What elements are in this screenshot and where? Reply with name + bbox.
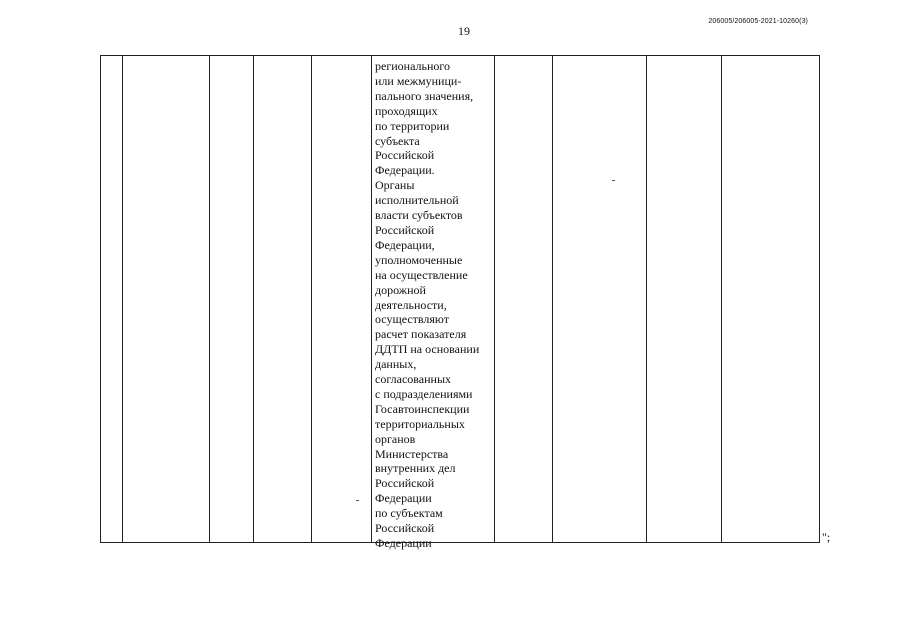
column-divider [371, 56, 372, 542]
column-divider [646, 56, 647, 542]
column-divider [721, 56, 722, 542]
table-cell-text: регионального или межмуници- пального значения, проходящих по территории субъекта Российской Федерации. Органы исполнительной власти субъектов Российской Федерации, уполномоченные на осуществление дорожной деятельности, осуществляют расчет показателя ДДТП на основании данных, согласованных с подразделениями Госавтоинспекции территориальных органов Министерства внутренних дел Российской Федерации по субъектам Российской Федерации [375, 59, 480, 550]
column-divider [494, 56, 495, 542]
page-number: 19 [458, 24, 470, 38]
scan-speck [356, 500, 359, 501]
column-divider [552, 56, 553, 542]
column-divider [311, 56, 312, 542]
document-code: 206005/206005-2021-10260(3) [708, 18, 808, 25]
scan-speck [612, 180, 615, 181]
table [100, 55, 820, 550]
column-divider [122, 56, 123, 542]
column-divider [253, 56, 254, 542]
column-divider [209, 56, 210, 542]
closing-quote: "; [822, 530, 831, 544]
